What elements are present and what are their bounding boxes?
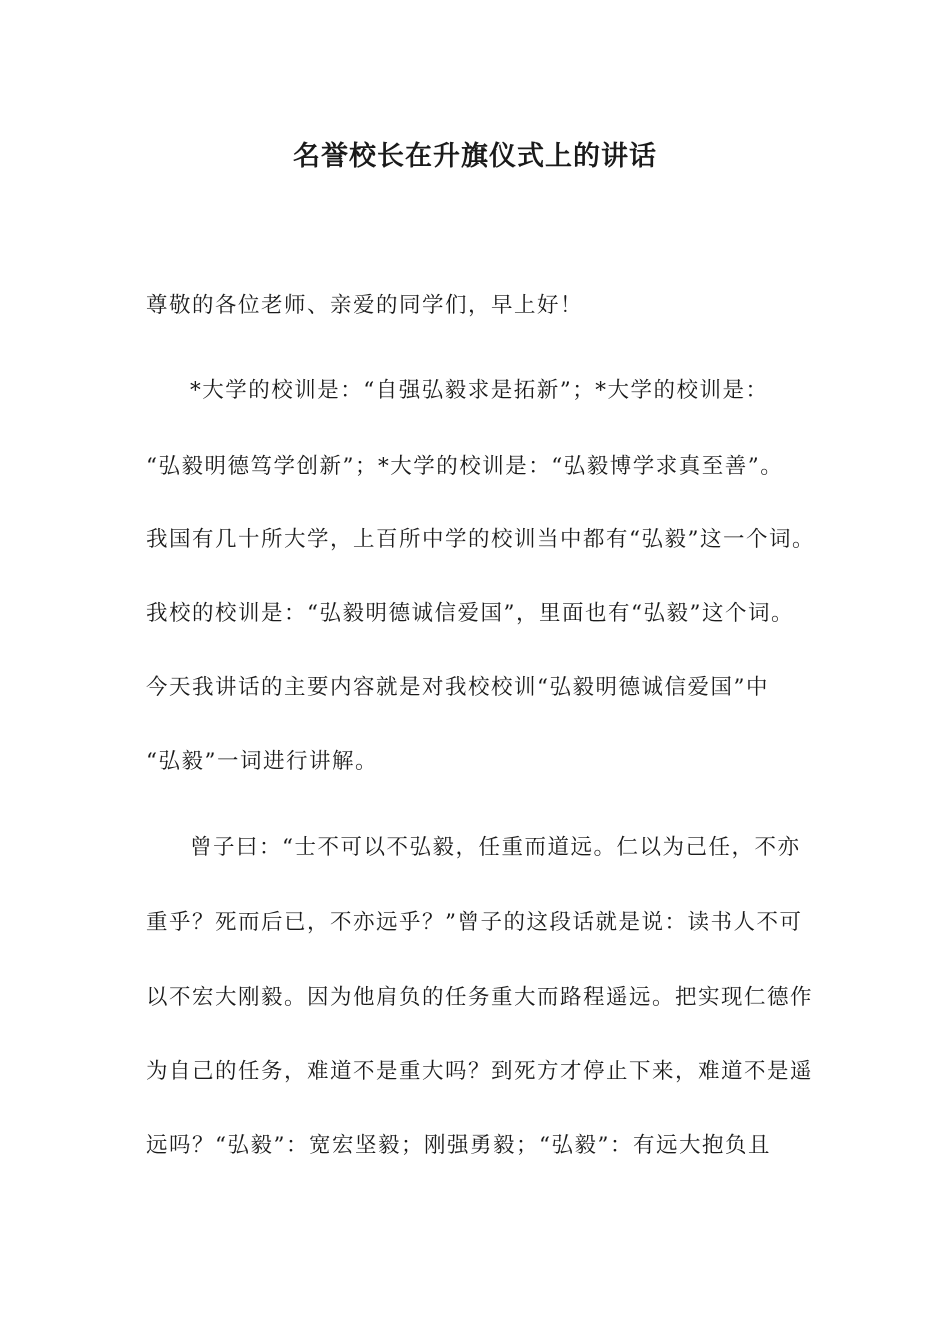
paragraph-line: 为自己的任务，难道不是重大吗？到死方才停止下来，难道不是遥 <box>146 1059 814 1084</box>
paragraph-line: 以不宏大刚毅。因为他肩负的任务重大而路程遥远。把实现仁德作 <box>146 985 814 1010</box>
paragraph-line: “弘毅明德笃学创新”；*大学的校训是：“弘毅博学求真至善”。 <box>146 454 784 479</box>
paragraph-line: 我校的校训是：“弘毅明德诚信爱国”，里面也有“弘毅”这个词。 <box>146 601 794 626</box>
paragraph-line: 重乎？死而后已，不亦远乎？”曾子的这段话就是说：读书人不可 <box>146 910 803 935</box>
paragraph-line: 曾子曰：“士不可以不弘毅，任重而道远。仁以为己任，不亦 <box>190 835 801 860</box>
greeting-line: 尊敬的各位老师、亲爱的同学们，早上好！ <box>146 293 584 318</box>
document-title: 名誉校长在升旗仪式上的讲话 <box>293 141 657 172</box>
paragraph-line: 我国有几十所大学，上百所中学的校训当中都有“弘毅”这一个词。 <box>146 527 815 552</box>
paragraph-line: 今天我讲话的主要内容就是对我校校训“弘毅明德诚信爱国”中 <box>146 675 769 700</box>
paragraph-line: “弘毅”一词进行讲解。 <box>146 749 378 774</box>
paragraph-line: 远吗？“弘毅”：宽宏坚毅；刚强勇毅；“弘毅”：有远大抱负且 <box>146 1133 771 1158</box>
paragraph-line: *大学的校训是：“自强弘毅求是拓新”；*大学的校训是： <box>190 378 769 403</box>
